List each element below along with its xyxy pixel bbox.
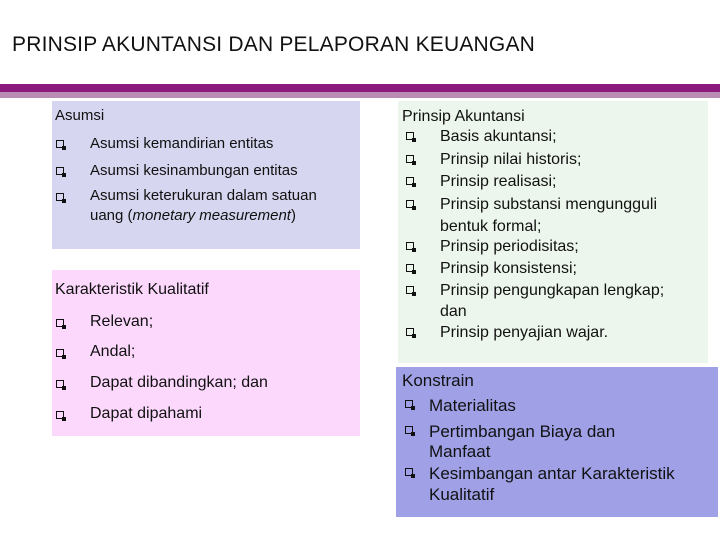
square-bullet-icon — [56, 140, 64, 148]
square-bullet-icon — [406, 242, 414, 250]
prinsip-item: Basis akuntansi; — [440, 128, 557, 145]
square-bullet-icon — [56, 411, 64, 419]
square-bullet-icon — [406, 264, 414, 272]
konstrain-item-continued: Manfaat — [429, 442, 491, 461]
prinsip-box — [398, 101, 708, 363]
square-bullet-icon — [56, 349, 64, 357]
asumsi-item: Asumsi keterukuran dalam satuan — [90, 187, 317, 204]
prinsip-item: Prinsip nilai historis; — [440, 151, 582, 168]
square-bullet-icon — [56, 193, 64, 201]
prinsip-item-continued: dan — [440, 303, 467, 320]
prinsip-item: Prinsip pengungkapan lengkap; — [440, 282, 665, 299]
prinsip-item: Prinsip konsistensi; — [440, 260, 577, 277]
karakteristik-item: Relevan; — [90, 313, 154, 330]
prinsip-item: Prinsip substansi mengungguli — [440, 196, 658, 213]
asumsi-heading: Asumsi — [55, 107, 105, 124]
konstrain-item-continued: Kualitatif — [429, 485, 495, 504]
square-bullet-icon — [405, 426, 413, 434]
asumsi-box — [52, 101, 360, 249]
square-bullet-icon — [406, 155, 414, 163]
square-bullet-icon — [406, 132, 414, 140]
square-bullet-icon — [405, 400, 413, 408]
square-bullet-icon — [56, 319, 64, 327]
square-bullet-icon — [406, 177, 414, 185]
square-bullet-icon — [406, 328, 414, 336]
prinsip-item-continued: bentuk formal; — [440, 218, 542, 235]
asumsi-item: Asumsi kemandirian entitas — [90, 135, 274, 152]
karakteristik-item: Dapat dipahami — [90, 405, 203, 422]
title-underline-dark — [0, 84, 720, 92]
karakteristik-item: Andal; — [90, 343, 136, 360]
asumsi-item-italic: monetary measurement — [132, 207, 291, 224]
konstrain-item: Pertimbangan Biaya dan — [429, 422, 616, 441]
karakteristik-heading: Karakteristik Kualitatif — [55, 281, 209, 298]
prinsip-item: Prinsip realisasi; — [440, 173, 557, 190]
konstrain-box — [396, 367, 718, 517]
karakteristik-box — [52, 270, 360, 436]
prinsip-item: Prinsip periodisitas; — [440, 238, 579, 255]
karakteristik-item: Dapat dibandingkan; dan — [90, 374, 268, 391]
square-bullet-icon — [406, 200, 414, 208]
square-bullet-icon — [56, 380, 64, 388]
konstrain-heading: Konstrain — [402, 371, 474, 390]
square-bullet-icon — [56, 167, 64, 175]
asumsi-item-part: ) — [290, 207, 296, 224]
asumsi-item-continued — [90, 207, 296, 224]
page-title: PRINSIP AKUNTANSI DAN PELAPORAN KEUANGAN — [12, 33, 536, 56]
asumsi-item-part: uang ( — [90, 207, 133, 224]
asumsi-item: Asumsi kesinambungan entitas — [90, 162, 298, 179]
konstrain-item: Kesimbangan antar Karakteristik — [429, 464, 675, 483]
prinsip-item: Prinsip penyajian wajar. — [440, 324, 609, 341]
title-underline-light — [0, 92, 720, 98]
prinsip-heading: Prinsip Akuntansi — [402, 108, 525, 125]
square-bullet-icon — [406, 286, 414, 294]
square-bullet-icon — [405, 468, 413, 476]
konstrain-item: Materialitas — [429, 396, 516, 415]
